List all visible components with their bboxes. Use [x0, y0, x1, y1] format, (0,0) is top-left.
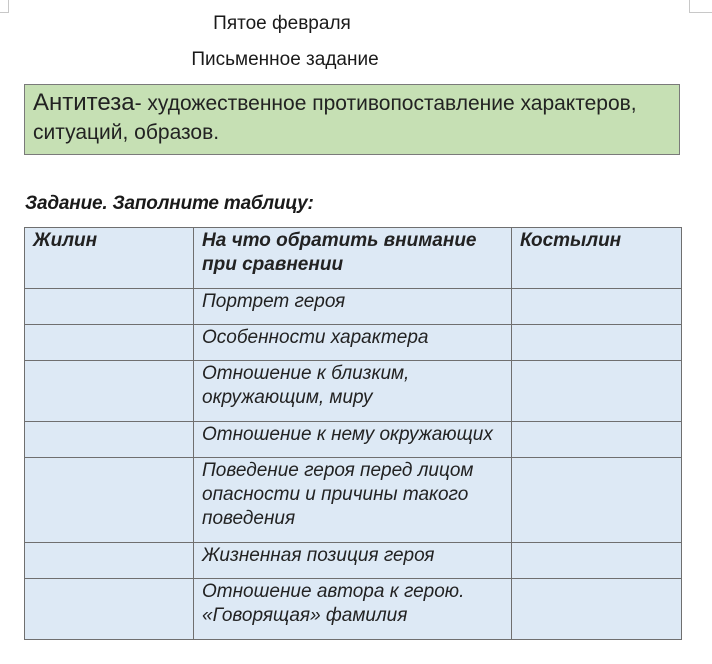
definition-term: Антитеза: [33, 89, 135, 116]
table-row: [25, 361, 682, 422]
zhilin-answer-cell[interactable]: [25, 422, 194, 458]
zhilin-answer-cell[interactable]: [25, 579, 194, 640]
criterion-cell: Поведение героя перед лицом опасности и причины такого поведения: [194, 458, 512, 543]
comparison-table: [24, 227, 682, 640]
definition-text: - художественное противопоставление характеров, ситуаций, образов.: [33, 92, 637, 144]
definition-box: [24, 84, 680, 155]
zhilin-answer-cell[interactable]: [25, 325, 194, 361]
criterion-cell: Жизненная позиция героя: [194, 543, 512, 579]
table-header-row: [25, 228, 682, 289]
criterion-cell: Особенности характера: [194, 325, 512, 361]
page-corner-mark-right: [689, 0, 712, 13]
zhilin-answer-cell[interactable]: [25, 361, 194, 422]
header-cell-kostylin: Костылин: [512, 228, 682, 289]
header-cell-criteria: На что обратить внимание при сравнении: [194, 228, 512, 289]
zhilin-answer-cell[interactable]: [25, 543, 194, 579]
kostylin-answer-cell[interactable]: [512, 361, 682, 422]
assignment-type: Письменное задание: [191, 49, 379, 70]
date-line: Пятое февраля: [213, 13, 351, 34]
kostylin-answer-cell[interactable]: [512, 325, 682, 361]
header-cell-zhilin: Жилин: [25, 228, 194, 289]
criterion-cell: Отношение автора к герою. «Говорящая» фамилия: [194, 579, 512, 640]
table-row: [25, 422, 682, 458]
zhilin-answer-cell[interactable]: [25, 458, 194, 543]
criterion-cell: Отношение к нему окружающих: [194, 422, 512, 458]
table-row: [25, 289, 682, 325]
kostylin-answer-cell[interactable]: [512, 422, 682, 458]
table-row: [25, 325, 682, 361]
criterion-cell: Портрет героя: [194, 289, 512, 325]
zhilin-answer-cell[interactable]: [25, 289, 194, 325]
kostylin-answer-cell[interactable]: [512, 579, 682, 640]
kostylin-answer-cell[interactable]: [512, 458, 682, 543]
table-row: [25, 458, 682, 543]
task-heading: Задание. Заполните таблицу:: [25, 193, 314, 214]
kostylin-answer-cell[interactable]: [512, 289, 682, 325]
table-row: [25, 543, 682, 579]
kostylin-answer-cell[interactable]: [512, 543, 682, 579]
criterion-cell: Отношение к близким, окружающим, миру: [194, 361, 512, 422]
table-row: [25, 579, 682, 640]
